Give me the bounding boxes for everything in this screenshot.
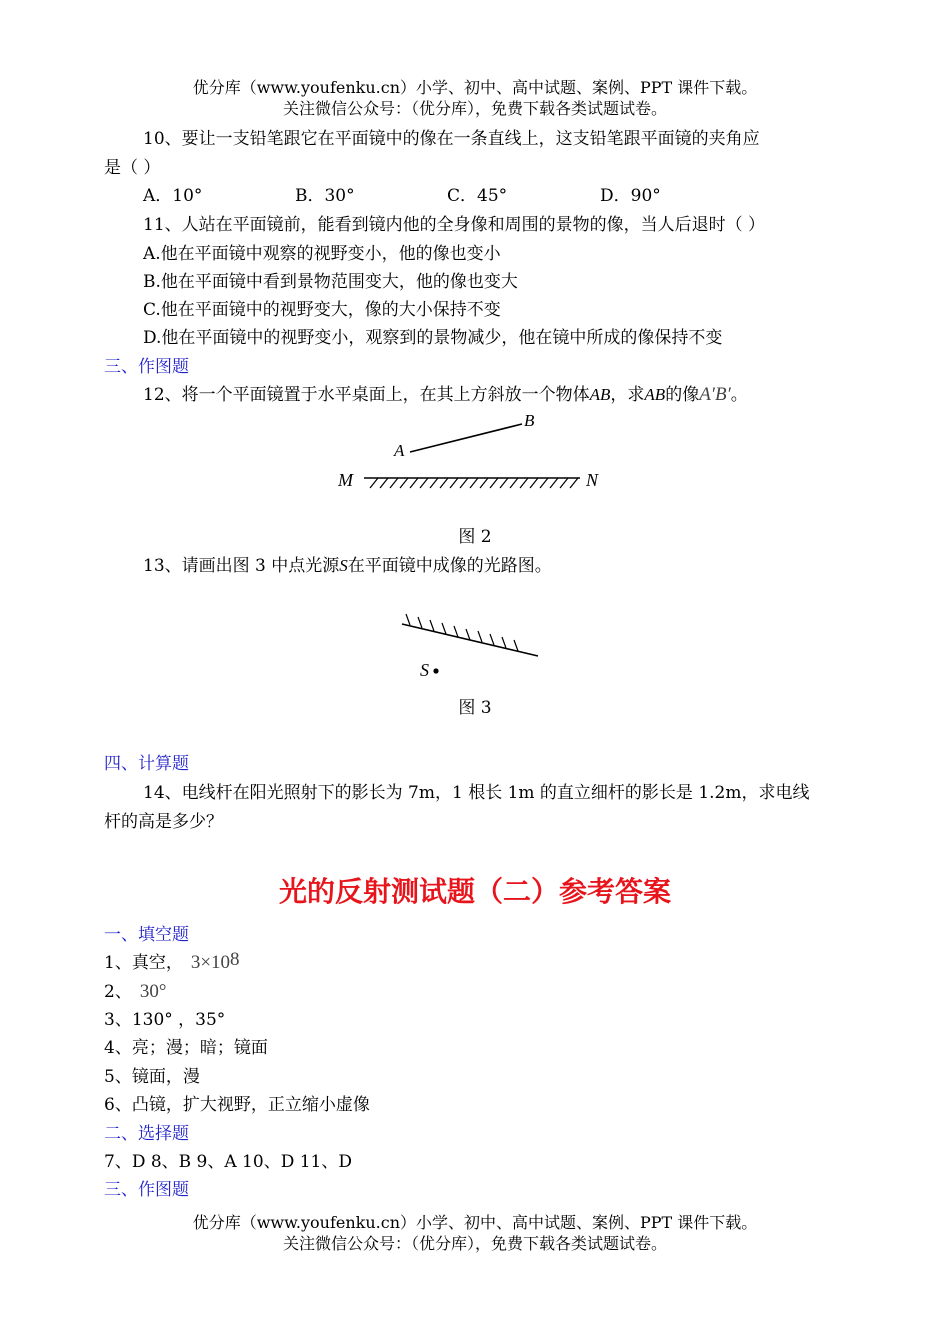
q11-option-a: A.他在平面镜中观察的视野变小，他的像也变小 xyxy=(143,244,501,264)
answer-6: 6、凸镜，扩大视野，正立缩小虚像 xyxy=(104,1095,370,1115)
q10-option-a: A．10° xyxy=(143,186,203,206)
figure-3-caption: 图 3 xyxy=(458,698,492,718)
q12-stem xyxy=(143,384,748,406)
answer-1 xyxy=(104,949,240,974)
q12-text-prefix: 12、将一个平面镜置于水平桌面上，在其上方斜放一个物体 xyxy=(143,385,590,405)
q10-stem: 10、要让一支铅笔跟它在平面镜中的像在一条直线上，这支铅笔跟平面镜的夹角应 xyxy=(143,129,760,149)
q13-text-prefix: 13、请画出图 3 中点光源 xyxy=(143,556,340,576)
mirror-hatching xyxy=(406,614,518,651)
answer-2 xyxy=(104,981,166,1003)
point-light-source xyxy=(433,668,438,673)
label-b: B xyxy=(524,411,535,430)
q10-option-b: B．30° xyxy=(295,186,355,206)
section-heading-drawing: 三、作图题 xyxy=(104,357,189,377)
answer-2-text: 2、 xyxy=(104,982,132,1002)
q12-text-mid: ，求 xyxy=(610,385,645,405)
figure-2-mirror-diagram xyxy=(330,406,620,496)
section-heading-calculation: 四、计算题 xyxy=(104,754,189,774)
q12-ab-label: AB xyxy=(589,385,611,404)
answers-section-choice: 二、选择题 xyxy=(104,1124,189,1144)
answer-3: 3、130° ，35° xyxy=(104,1010,226,1030)
q10-stem-cont: 是（ ） xyxy=(104,158,161,178)
answer-1-text: 1、真空， xyxy=(104,953,183,973)
q14-stem: 14、电线杆在阳光照射下的影长为 7m，1 根长 1m 的直立细杆的影长是 1.2m，求电线 xyxy=(143,783,810,803)
footer-line-1: 优分库（www.youfenku.cn）小学、初中、高中试题、案例、PPT 课件下载。 xyxy=(192,1213,758,1232)
q12-text-end: 。 xyxy=(730,385,748,405)
q11-option-d: D.他在平面镜中的视野变小，观察到的景物减少，他在镜中所成的像保持不变 xyxy=(143,328,723,348)
q12-ab-label-2: AB xyxy=(644,385,666,404)
label-a: A xyxy=(394,441,405,460)
label-m: M xyxy=(338,470,353,490)
q13-text-suffix: 在平面镜中成像的光路图。 xyxy=(347,556,552,576)
answers-section-fill: 一、填空题 xyxy=(104,925,189,945)
label-n: N xyxy=(586,470,599,490)
q13-s-label: S xyxy=(339,556,348,575)
answer-2-value: 30° xyxy=(139,981,167,1002)
q10-option-c: C．45° xyxy=(447,186,508,206)
header-line-1: 优分库（www.youfenku.cn）小学、初中、高中试题、案例、PPT 课件下载。 xyxy=(192,78,758,97)
q13-stem xyxy=(143,555,552,577)
answer-1-value: 3×10 xyxy=(190,952,231,973)
answer-7-11: 7、D 8、B 9、A 10、D 11、D xyxy=(104,1152,352,1172)
q11-option-b: B.他在平面镜中看到景物范围变大，他的像也变大 xyxy=(143,272,518,292)
figure-2-caption: 图 2 xyxy=(458,527,492,547)
q14-stem-cont: 杆的高是多少？ xyxy=(104,812,223,832)
answers-section-drawing: 三、作图题 xyxy=(104,1180,189,1200)
q11-stem: 11、人站在平面镜前，能看到镜内他的全身像和周围的景物的像，当人后退时（ ） xyxy=(143,215,766,235)
answer-5: 5、镜面，漫 xyxy=(104,1067,200,1087)
answers-title: 光的反射测试题（二）参考答案 xyxy=(278,875,671,908)
q11-option-c: C.他在平面镜中的视野变大，像的大小保持不变 xyxy=(143,300,501,320)
answer-1-exponent: 8 xyxy=(230,949,240,970)
mirror-hatching xyxy=(370,478,578,488)
answer-4: 4、亮；漫；暗；镜面 xyxy=(104,1038,268,1058)
q12-text-suffix: 的像 xyxy=(665,385,700,405)
label-s: S xyxy=(420,660,429,680)
figure-3-mirror-diagram xyxy=(396,604,546,684)
header-line-2: 关注微信公众号：（优分库），免费下载各类试题试卷。 xyxy=(282,99,667,118)
object-ab-line xyxy=(410,424,522,452)
footer-line-2: 关注微信公众号：（优分库），免费下载各类试题试卷。 xyxy=(282,1234,667,1253)
q12-image-label: A′B′ xyxy=(699,384,731,405)
q10-option-d: D．90° xyxy=(600,186,661,206)
